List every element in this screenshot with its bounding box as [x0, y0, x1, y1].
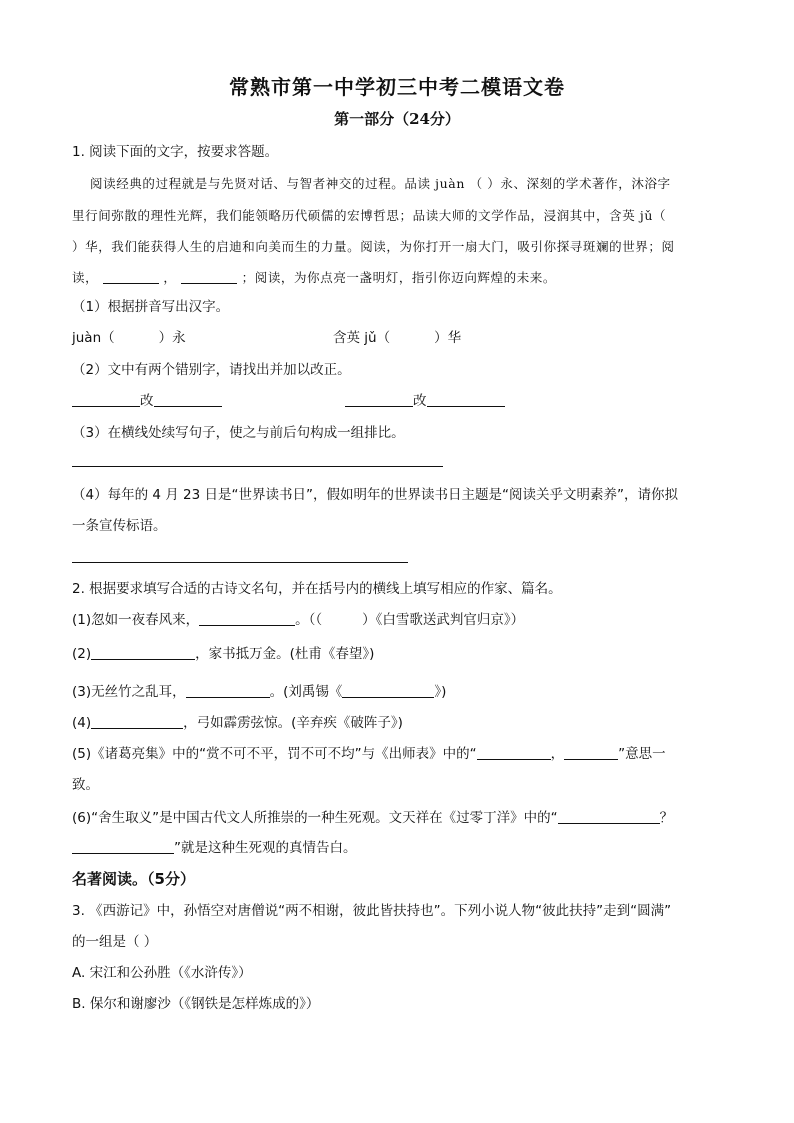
poem-item-4-start: (4) [72, 715, 92, 731]
option-a[interactable]: A. 宋江和公孙胜（《水浒传》） [72, 965, 252, 981]
passage-line-3: ）华，我们能获得人生的启迪和向美而生的力量。阅读，为你打开一扇大门，吸引你探寻斑斓的世界；阅 [72, 239, 675, 254]
sub-question-4-answer-line[interactable] [72, 562, 408, 563]
poem-item-4 [72, 714, 403, 732]
passage-blank-2[interactable] [181, 269, 237, 284]
correction-2-wrong-blank[interactable] [345, 392, 413, 407]
sub-question-3-prompt: （3）在横线处续写句子，使之与前后句构成一组排比。 [72, 425, 405, 441]
poem-item-1-mid: 。（（ [295, 612, 323, 628]
poem-item-6-blank-1[interactable] [558, 809, 660, 824]
poem-item-2-start: (2) [72, 646, 92, 662]
pinyin-answer-a-suffix: ）永 [158, 330, 186, 346]
poem-item-5-comma: ， [550, 746, 565, 762]
poem-item-3-blank[interactable] [186, 683, 270, 698]
poem-item-6-start: (6)“舍生取义”是中国古代文人所推崇的一种生死观。文天祥在《过零丁洋》中的“ [72, 810, 558, 826]
poem-item-2 [72, 645, 374, 663]
passage-line-4-end: ；阅读，为你点亮一盏明灯，指引你迈向辉煌的未来。 [241, 270, 557, 285]
passage-line-4-start: 读， [72, 270, 99, 285]
poem-item-6-line-1 [72, 809, 673, 827]
poem-item-5-blank-2[interactable] [564, 745, 618, 760]
poem-item-1-start: (1)忽如一夜春风来， [72, 612, 200, 628]
question-3-stem-line-1: 3. 《西游记》中，孙悟空对唐僧说“两不相谢，彼此皆扶持也”。下列小说人物“彼此扶持”走到“圆满” [72, 903, 672, 919]
passage-blank-1[interactable] [103, 269, 159, 284]
poem-item-5-blank-1[interactable] [477, 745, 551, 760]
section-heading-classics: 名著阅读。（5分） [72, 870, 195, 888]
passage-line-2: 里行间弥散的理性光辉，我们能领略历代硕儒的宏博哲思；品读大师的文学作品，浸润其中，含英 jǔ（ [72, 208, 667, 223]
passage-line-4 [72, 269, 556, 287]
poem-item-4-source: ，弓如霹雳弦惊。(辛弃疾《破阵子》) [183, 715, 403, 731]
poem-item-6-question-mark: ？ [659, 810, 674, 826]
poem-item-3-end: 》) [434, 684, 447, 700]
poem-item-3-title-blank[interactable] [342, 683, 434, 698]
poem-item-5-line-2: 致。 [72, 777, 99, 793]
question-3-stem-line-2: 的一组是（ ） [72, 934, 158, 950]
sub-question-4-prompt-line-2: 一条宣传标语。 [72, 518, 167, 534]
poem-item-5-end: ”意思一 [618, 746, 666, 762]
question-1-stem: 1. 阅读下面的文字，按要求答题。 [72, 144, 279, 160]
passage-line-4-comma: ， [163, 270, 177, 285]
poem-item-2-blank[interactable] [91, 645, 195, 660]
section-heading-part-one: 第一部分（24分） [334, 110, 460, 128]
correction-2-gai: 改 [413, 393, 427, 409]
poem-item-4-blank[interactable] [91, 714, 183, 729]
poem-item-6-end: ”就是这种生死观的真情告白。 [174, 840, 357, 856]
poem-item-3-mid: 。(刘禹锡《 [269, 684, 343, 700]
poem-item-6-blank-2[interactable] [72, 839, 174, 854]
pinyin-answer-b-label: 含英 jǔ（ [333, 330, 391, 346]
sub-question-2-prompt: （2）文中有两个错别字，请找出并加以改正。 [72, 362, 351, 378]
pinyin-answer-b [333, 329, 461, 347]
pinyin-answer-b-suffix: ）华 [434, 330, 462, 346]
pinyin-answer-a-label: juàn（ [72, 330, 115, 346]
poem-item-5-start: (5)《诸葛亮集》中的“赏不可不平，罚不可不均”与《出师表》中的“ [72, 746, 477, 762]
correction-1-right-blank[interactable] [154, 392, 222, 407]
page-title: 常熟市第一中学初三中考二模语文卷 [229, 75, 565, 99]
poem-item-1-blank[interactable] [199, 611, 295, 626]
option-b[interactable]: B. 保尔和谢廖沙（《钢铁是怎样炼成的》） [72, 996, 320, 1012]
correction-1-gai: 改 [140, 393, 154, 409]
poem-item-5-line-1 [72, 745, 666, 763]
poem-item-1-source: ）《白雪歌送武判官归京》） [362, 612, 525, 628]
poem-item-2-source: 。(杜甫《春望》) [276, 646, 375, 662]
poem-item-6-line-2 [72, 839, 357, 857]
poem-item-3-start: (3)无丝竹之乱耳， [72, 684, 186, 700]
sub-question-4-prompt-line-1: （4）每年的 4 月 23 日是“世界读书日”，假如明年的世界读书日主题是“阅读关乎文明素养”，请你拟 [72, 487, 678, 503]
correction-2-right-blank[interactable] [427, 392, 505, 407]
question-2-stem: 2. 根据要求填写合适的古诗文名句，并在括号内的横线上填写相应的作家、篇名。 [72, 581, 562, 597]
poem-item-2-mid: ，家书抵万金 [195, 646, 277, 662]
poem-item-3 [72, 683, 446, 701]
correction-1 [72, 392, 222, 410]
sub-question-3-answer-line[interactable] [72, 466, 443, 467]
sub-question-1-prompt: （1）根据拼音写出汉字。 [72, 299, 230, 315]
passage-line-1: 阅读经典的过程就是与先贤对话、与智者神交的过程。品读 juàn （ ）永、深刻的学术著作，沐浴字 [90, 176, 671, 191]
pinyin-answer-a [72, 329, 186, 347]
correction-1-wrong-blank[interactable] [72, 392, 140, 407]
poem-item-1 [72, 611, 524, 629]
correction-2 [345, 392, 505, 410]
